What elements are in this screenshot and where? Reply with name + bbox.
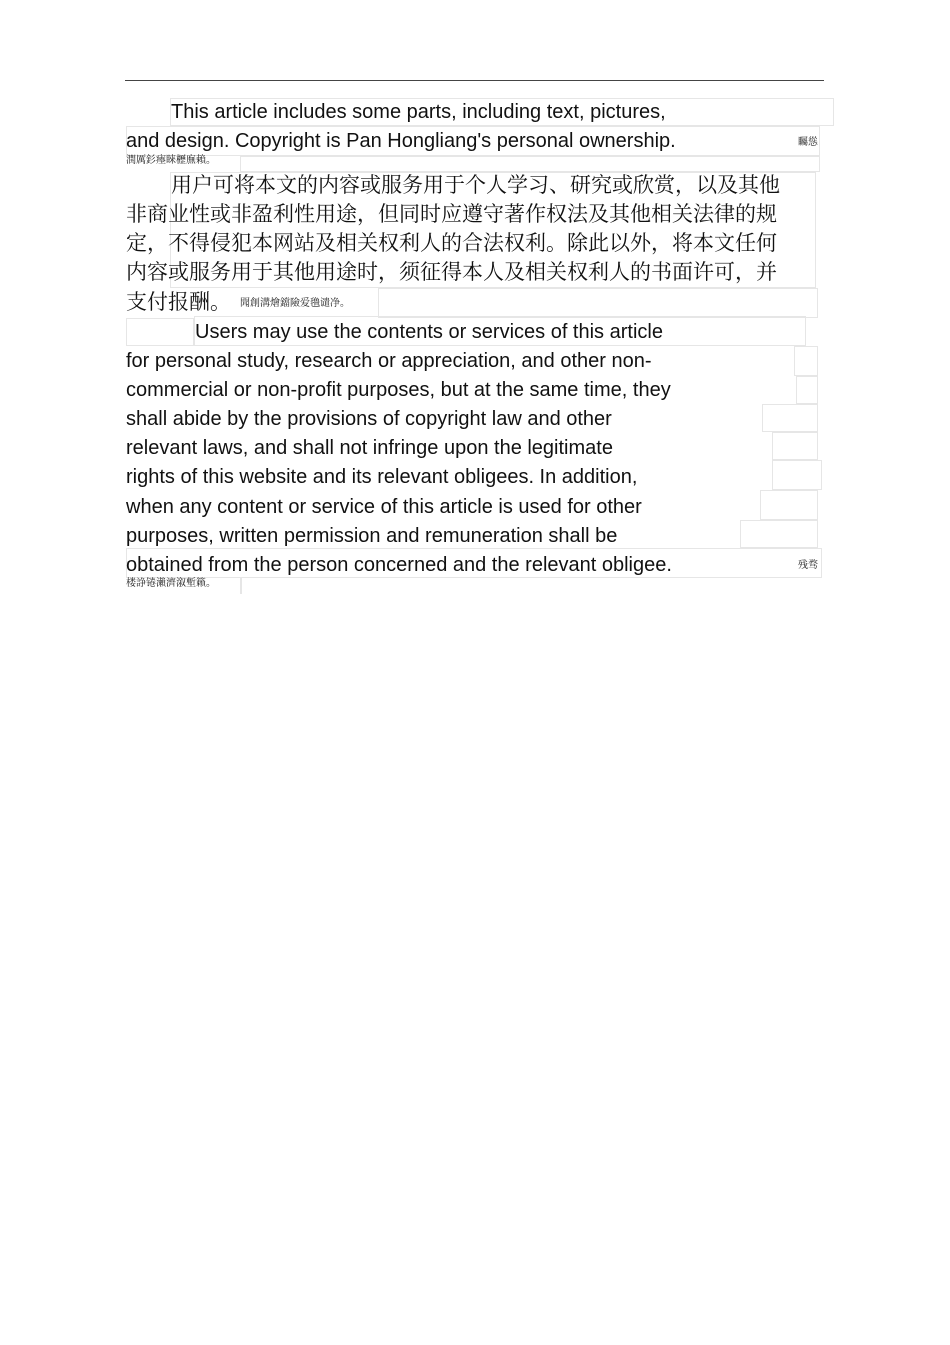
usage-en-line-2: for personal study, research or appreciation, and other non- [126,350,652,372]
text-frame [240,156,820,172]
usage-en-after-mark: 楼諍锩瀨濟溆塹籟。 [126,578,216,589]
usage-zh-line-5: 支付报酬。 [126,290,231,314]
usage-zh-end-mark: 聞創溝燴鐺險爱氇谴净。 [240,298,350,309]
text-frame [772,460,822,490]
usage-en-line-8: purposes, written permission and remuneration shall be [126,525,618,547]
copyright-after-mark: 潤厲釤瘞睞櫪廡賴。 [126,155,216,166]
copyright-line-1: This article includes some parts, including text, pictures, [171,101,666,123]
text-frame [796,376,818,404]
text-frame [126,318,194,346]
header-rule [125,80,824,81]
text-frame [740,520,818,548]
usage-zh-line-3: 定，不得侵犯本网站及相关权利人的合法权利。除此以外，将本文任何 [126,231,777,255]
text-frame [378,288,818,318]
copyright-end-mark: 矚慫 [798,137,818,148]
usage-en-line-5: relevant laws, and shall not infringe upon the legitimate [126,437,613,459]
text-frame [240,578,242,594]
usage-en-line-9: obtained from the person concerned and the relevant obligee. [126,554,672,576]
text-frame [762,404,818,432]
usage-zh-line-1: 用户可将本文的内容或服务用于个人学习、研究或欣赏，以及其他 [171,173,780,197]
usage-en-end-mark: 残骛 [798,560,818,571]
usage-en-line-4: shall abide by the provisions of copyright law and other [126,408,612,430]
text-frame [760,490,818,520]
text-frame [772,432,818,460]
text-frame [794,346,818,376]
usage-en-line-3: commercial or non-profit purposes, but at the same time, they [126,379,671,401]
copyright-line-2: and design. Copyright is Pan Hongliang's personal ownership. [126,130,676,152]
usage-en-line-1: Users may use the contents or services of this article [195,321,663,343]
usage-zh-line-4: 内容或服务用于其他用途时，须征得本人及相关权利人的书面许可，并 [126,260,777,284]
usage-zh-line-2: 非商业性或非盈利性用途，但同时应遵守著作权法及其他相关法律的规 [126,202,777,226]
usage-en-line-7: when any content or service of this article is used for other [126,496,642,518]
usage-en-line-6: rights of this website and its relevant obligees. In addition, [126,466,638,488]
